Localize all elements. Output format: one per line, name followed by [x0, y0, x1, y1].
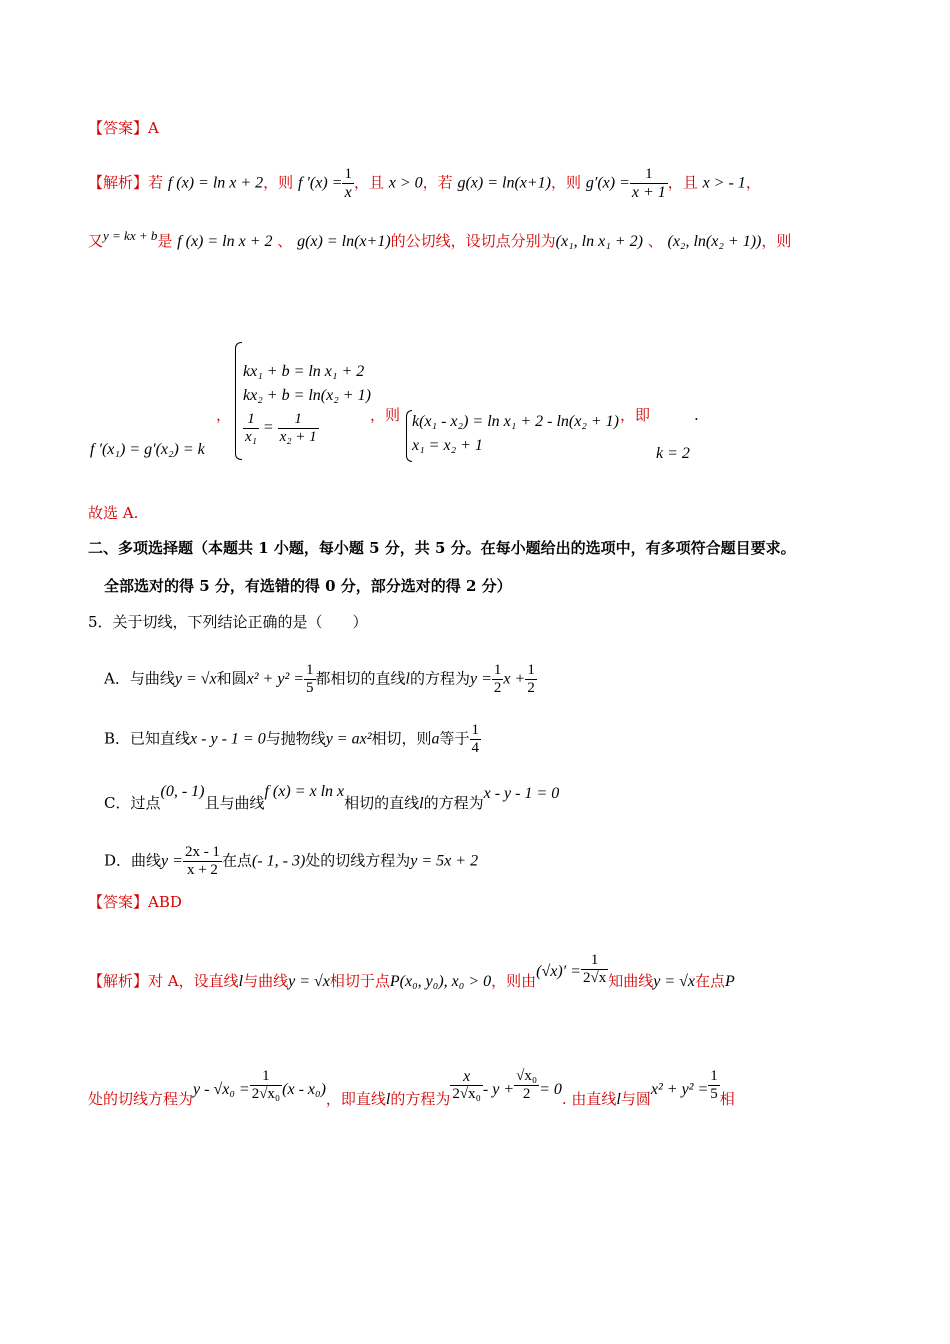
fraction [304, 662, 316, 697]
analysis-line-2 [88, 226, 791, 252]
option-c [104, 782, 559, 814]
var-x: x + [503, 670, 526, 688]
den: x + 1 [631, 184, 666, 201]
text: 、 [277, 232, 293, 250]
fraction [278, 411, 319, 446]
text: D．曲线 [104, 851, 162, 870]
dot: . [694, 406, 699, 424]
text: ，则 [551, 173, 582, 192]
fraction [470, 722, 482, 757]
system-1-row: kx₂ + b = ln(x₂ + 1) [243, 387, 371, 404]
text: 相切于点 [329, 972, 390, 990]
den: 4 [471, 740, 480, 756]
den: x + 2 [186, 862, 218, 878]
answer-value: A [148, 119, 159, 137]
curve: y = √x [653, 973, 695, 990]
var-a: a [431, 730, 440, 748]
point-p: P(x₀, y₀), x₀ > 0 [389, 973, 492, 990]
text: 的方程为 [390, 1090, 451, 1108]
num: 2x - 1 [184, 844, 220, 860]
text: 处的切线方程为 [305, 851, 411, 870]
text: ，即直线 [325, 1090, 386, 1108]
text-then: ，则 [370, 406, 401, 424]
eq: y = [470, 670, 492, 688]
curve: y = √x [288, 973, 330, 990]
text: 、 [647, 232, 663, 250]
curve: f (x) = x ln x [264, 783, 345, 800]
fraction [581, 952, 608, 987]
text: A．与曲线 [104, 669, 175, 688]
var-p: P [725, 973, 735, 990]
text: 和圆 [216, 669, 247, 688]
curve: y = √x [174, 670, 217, 688]
text: ，且 [353, 173, 384, 192]
condition-2: x > - 1 [702, 174, 746, 192]
conclusion: 故选 A. [88, 504, 139, 522]
text: ，则 [761, 232, 792, 250]
text: 的方程为 [423, 794, 484, 812]
num: 1 [710, 1068, 718, 1084]
analysis-label: 【解析】 [88, 972, 149, 990]
fraction [492, 662, 504, 697]
option-d [104, 844, 478, 879]
analysis2-line-1 [88, 952, 735, 992]
answer-label: 【答案】 [88, 893, 149, 911]
option-a [104, 662, 537, 697]
formula-line: y = kx + b [103, 228, 158, 243]
circle: x² + y² = [246, 670, 305, 688]
num: 1 [527, 662, 535, 678]
var-l: l [385, 1091, 391, 1108]
num: 1 [278, 411, 319, 429]
tangent-rest: (x - x₀) [282, 1081, 326, 1098]
answer-line-2 [88, 892, 182, 912]
text: ，若 [422, 173, 453, 192]
text: 是 [157, 232, 173, 250]
den: x₂ + 1 [279, 428, 317, 445]
point: (0, - 1) [160, 783, 205, 800]
num: 1 [250, 1068, 282, 1086]
num: 1 [471, 722, 480, 738]
system-1 [243, 360, 371, 448]
text: 与抛物线 [265, 729, 326, 748]
answer-line-1 [88, 118, 159, 138]
line: x - y - 1 = 0 [190, 730, 266, 748]
num: 1 [243, 411, 259, 429]
analysis2-line-2 [88, 1068, 735, 1110]
answer-value: ABD [148, 893, 182, 911]
formula-f: f (x) = ln x + 2 [167, 174, 264, 192]
option-b [104, 722, 481, 757]
section-heading: 二、多项选择题（本题共 1 小题，每小题 5 分，共 5 分。在每小题给出的选项中，有多项符合题目要求。 [88, 539, 796, 557]
num: 1 [630, 166, 668, 184]
analysis-line-1 [88, 166, 761, 201]
text: 的方程为 [410, 669, 471, 688]
text: 的公切线，设切点分别为 [390, 232, 556, 250]
text: 相切，则 [371, 729, 432, 748]
text: ，则 [263, 173, 294, 192]
num: 1 [581, 952, 608, 970]
derivative: (√x)′ = [536, 963, 581, 980]
text: 等于 [439, 729, 470, 748]
eq: y = 5x + 2 [410, 852, 479, 870]
den: x [344, 184, 352, 201]
den: 2√x₀ [452, 1086, 481, 1102]
text: C．过点 [104, 794, 161, 812]
den: 5 [306, 680, 314, 696]
parabola: y = ax² [325, 730, 372, 748]
text: 与曲线 [243, 972, 289, 990]
k-result: k = 2 [656, 445, 690, 462]
num: x [450, 1068, 482, 1086]
comma: ， [216, 406, 232, 424]
var-l: l [616, 1091, 621, 1108]
text: 知曲线 [608, 972, 654, 990]
fraction [708, 1068, 720, 1103]
text: 相切的直线 [344, 794, 420, 812]
text: 若 [148, 173, 164, 192]
den: x₁ [245, 428, 257, 445]
den: 2 [522, 1086, 531, 1102]
num: 1 [306, 662, 314, 678]
point-2: (x₂, ln(x₂ + 1)) [667, 233, 762, 250]
text: 处的切线方程为 [88, 1090, 194, 1108]
section-heading-2: 全部选对的得 5 分，有选错的得 0 分，部分选对的得 2 分） [104, 577, 512, 595]
system-2 [412, 410, 619, 458]
text: 又 [88, 232, 104, 250]
system-1-row: kx₁ + b = ln x₁ + 2 [243, 363, 365, 380]
analysis-label: 【解析】 [88, 173, 149, 192]
text: ， [745, 173, 761, 192]
point-1: (x₁, ln x₁ + 2) [555, 233, 643, 250]
text: 且与曲线 [204, 794, 265, 812]
var-l: l [405, 670, 410, 688]
text: ，且 [667, 173, 698, 192]
condition-1: x > 0 [388, 174, 423, 192]
den: 2√x [582, 970, 607, 986]
text: . 由直线 [561, 1090, 617, 1108]
den: 2 [527, 680, 535, 696]
text: 在点 [221, 851, 252, 870]
fraction [250, 1068, 282, 1103]
den: 2√x₀ [251, 1086, 281, 1102]
fraction [630, 166, 668, 201]
fraction [450, 1068, 482, 1103]
text-ie: ，即 [620, 406, 651, 424]
system-2-row: k(x₁ - x₂) = ln x₁ + 2 - ln(x₂ + 1) [412, 413, 620, 430]
eq-mid: - y + [482, 1081, 515, 1098]
tangent: y - √x₀ = [193, 1081, 250, 1098]
system-1-row [243, 408, 371, 448]
answer-label: 【答案】 [88, 119, 149, 137]
circle: x² + y² = [650, 1081, 709, 1098]
formula-f: f (x) = ln x + 2 [177, 233, 273, 250]
formula-g: g(x) = ln(x+1) [457, 174, 552, 192]
derivative-equality: f ′(x₁) = g′(x₂) = k [90, 441, 205, 458]
point: (- 1, - 3) [251, 852, 306, 870]
question-stem: 5．关于切线，下列结论正确的是（ ） [88, 613, 368, 631]
fraction [183, 844, 222, 879]
num: 1 [493, 662, 502, 678]
system-2-row: x₁ = x₂ + 1 [412, 437, 483, 454]
brace-1 [235, 342, 242, 460]
text: B．已知直线 [104, 729, 191, 748]
eq-end: = 0 [539, 1081, 562, 1098]
den: 2 [493, 680, 502, 696]
text: 与圆 [620, 1090, 651, 1108]
formula-fprime: f ′(x) = [297, 174, 343, 192]
formula-g: g(x) = ln(x+1) [297, 233, 391, 250]
text: = [262, 419, 274, 436]
fraction [342, 166, 354, 201]
fraction [243, 411, 259, 446]
fraction [525, 662, 537, 697]
text: 在点 [695, 972, 726, 990]
var-l: l [238, 973, 244, 990]
fraction [514, 1068, 539, 1103]
num: √x₀ [516, 1068, 538, 1084]
formula-gprime: g′(x) = [585, 174, 630, 192]
var-y: y = [161, 852, 183, 870]
text: ，则由 [491, 972, 537, 990]
text: 相 [719, 1090, 735, 1108]
text: 都相切的直线 [315, 669, 406, 688]
num: 1 [344, 166, 352, 182]
var-l: l [419, 795, 424, 812]
den: 5 [710, 1086, 718, 1102]
text: 对 A，设直线 [148, 972, 239, 990]
eq: x - y - 1 = 0 [483, 785, 560, 802]
